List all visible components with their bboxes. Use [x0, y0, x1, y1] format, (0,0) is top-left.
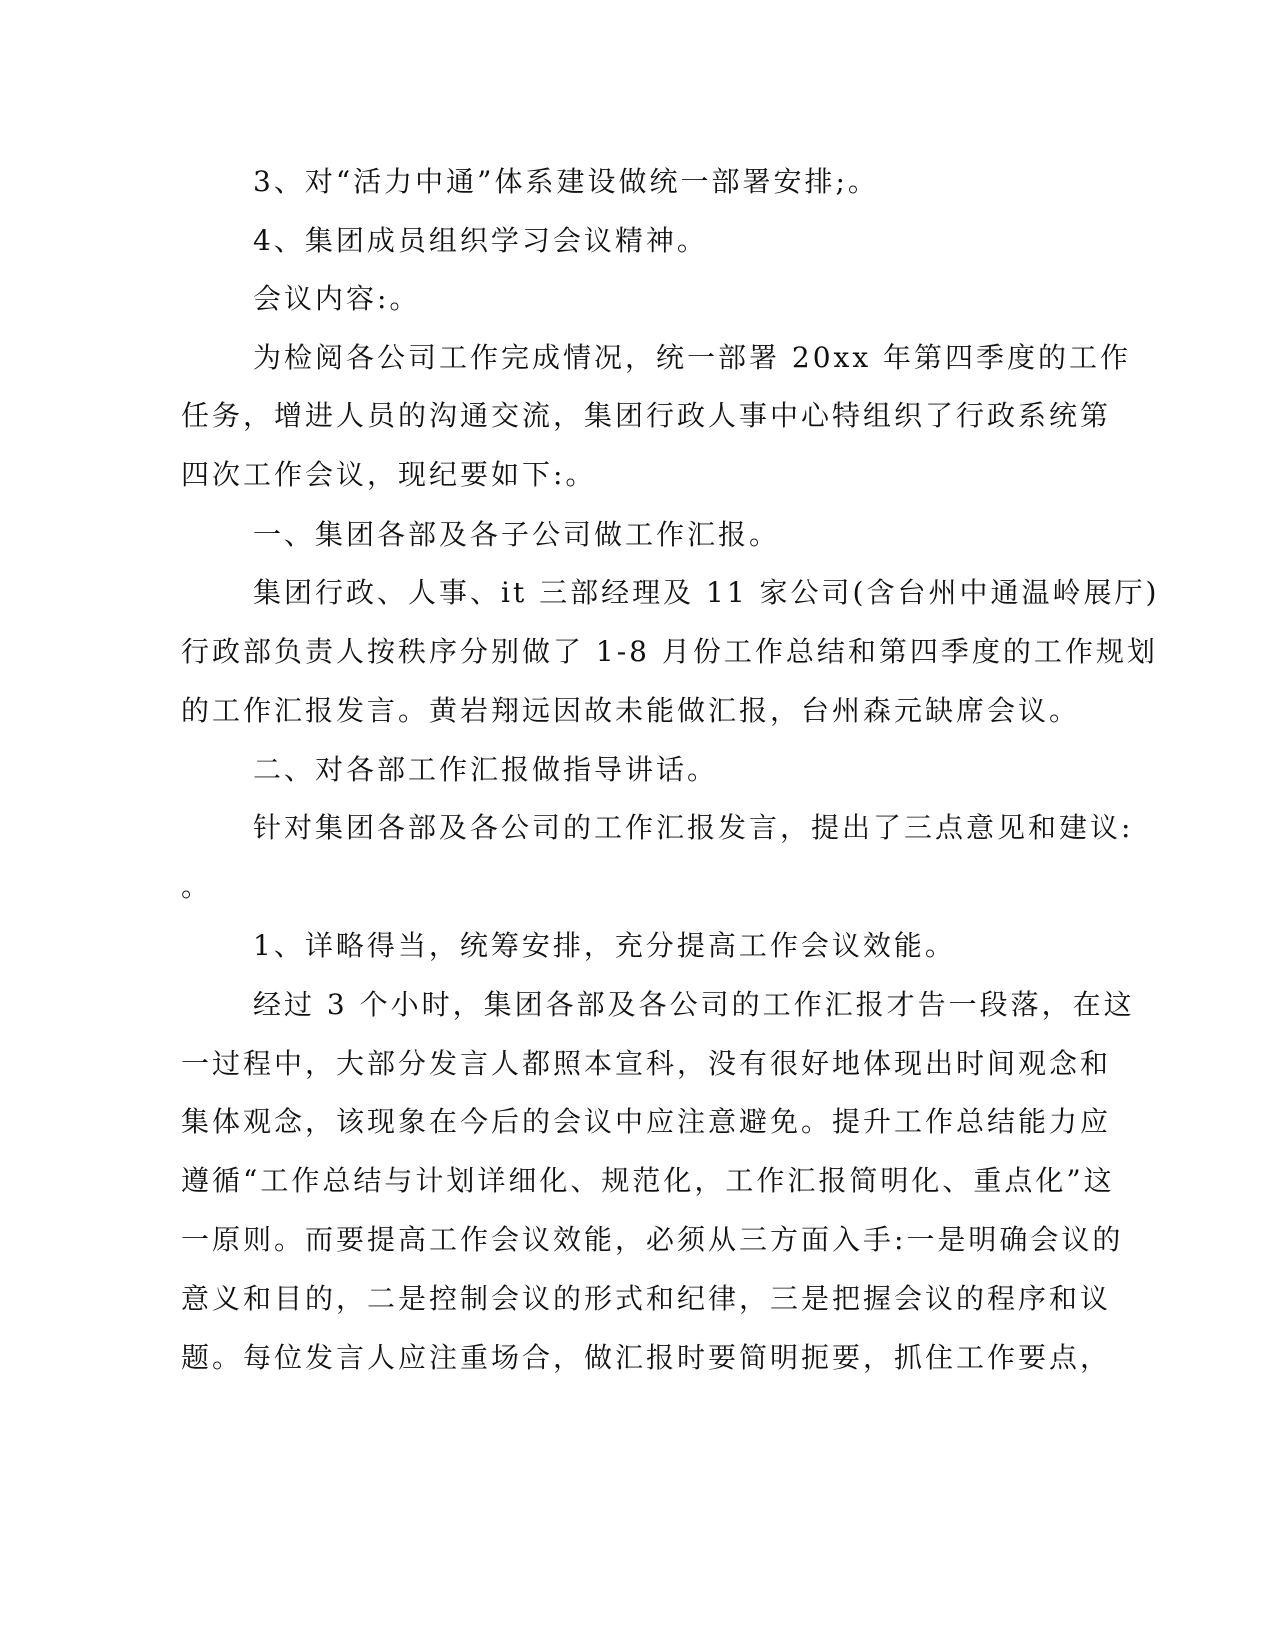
- text-line: 任务，增进人员的沟通交流，集团行政人事中心特组织了行政系统第: [181, 399, 1112, 432]
- text-line: 集团行政、人事、it 三部经理及 11 家公司(含台州中通温岭展厅): [253, 576, 1160, 609]
- text-line: 遵循“工作总结与计划详细化、规范化，工作汇报简明化、重点化”这: [181, 1164, 1115, 1197]
- text-line: 的工作汇报发言。黄岩翔远因故未能做汇报，台州森元缺席会议。: [181, 694, 1081, 727]
- text-line: 意义和目的，二是控制会议的形式和纪律，三是把握会议的程序和议: [181, 1282, 1112, 1315]
- text-line: 题。每位发言人应注重场合，做汇报时要简明扼要，抓住工作要点，: [181, 1341, 1112, 1374]
- text-line: 4、集团成员组织学习会议精神。: [253, 224, 708, 257]
- text-line: 为检阅各公司工作完成情况，统一部署 20xx 年第四季度的工作: [253, 341, 1132, 374]
- text-line: 针对集团各部及各公司的工作汇报发言，提出了三点意见和建议:: [253, 811, 1134, 844]
- text-line: 3、对“活力中通”体系建设做统一部署安排;。: [253, 165, 879, 198]
- text-line: 会议内容:。: [253, 282, 421, 315]
- text-line: 二、对各部工作汇报做指导讲话。: [253, 753, 719, 786]
- text-line: 1、详略得当，统筹安排，充分提高工作会议效能。: [253, 929, 956, 962]
- text-line: 四次工作会议，现纪要如下:。: [181, 458, 597, 491]
- text-line: 一、集团各部及各子公司做工作汇报。: [253, 518, 781, 551]
- text-line: 一原则。而要提高工作会议效能，必须从三方面入手:一是明确会议的: [181, 1223, 1124, 1256]
- text-line: 一过程中，大部分发言人都照本宣科，没有很好地体现出时间观念和: [181, 1047, 1112, 1080]
- text-line: 经过 3 个小时，集团各部及各公司的工作汇报才告一段落，在这: [253, 988, 1135, 1021]
- text-line: 集体观念，该现象在今后的会议中应注意避免。提升工作总结能力应: [181, 1105, 1112, 1138]
- text-line: 。: [181, 870, 213, 903]
- text-line: 行政部负责人按秩序分别做了 1-8 月份工作总结和第四季度的工作规划: [181, 635, 1158, 668]
